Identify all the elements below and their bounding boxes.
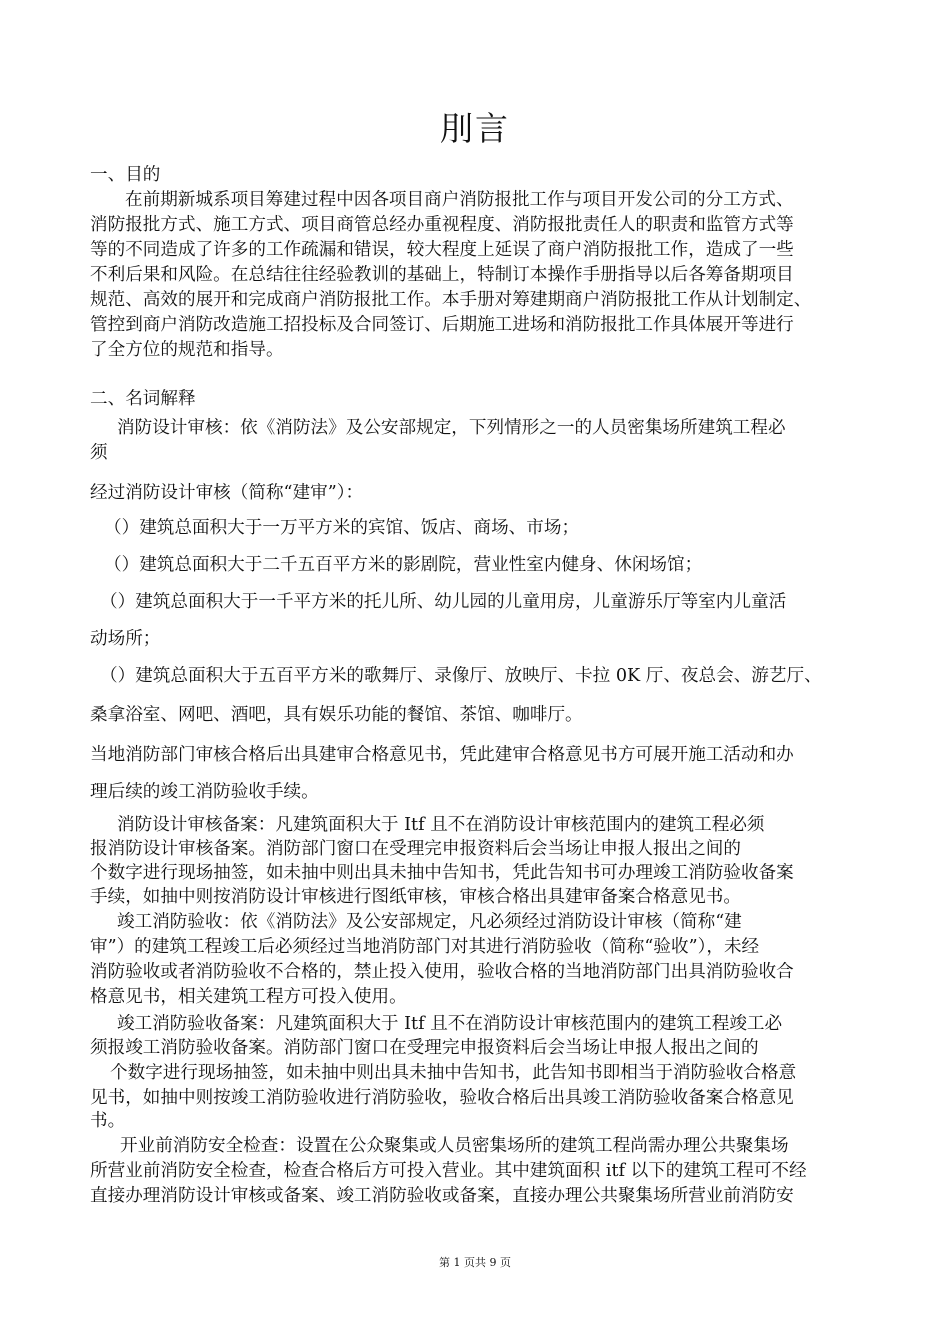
list-item: （）建筑总面积大于一千平方米的托儿所、幼儿园的儿童用房，儿童游乐厅等室内儿童活 [100, 592, 787, 612]
paragraph-line: 消防设计审核：依《消防法》及公安部规定，下列情形之一的人员密集场所建筑工程必 [117, 418, 786, 438]
paragraph-line: 须 [90, 443, 108, 463]
paragraph-line: 当地消防部门审核合格后出具建审合格意见书，凭此建审合格意见书方可展开施工活动和办 [90, 745, 794, 765]
paragraph-line: 报消防设计审核备案。消防部门窗口在受理完申报资料后会当场让申报人报出之间的 [90, 839, 741, 859]
paragraph-line: 所营业前消防安全检查，检查合格后方可投入营业。其中建筑面积 itf 以下的建筑工程可不经 [90, 1161, 807, 1181]
paragraph-line: 不利后果和风险。在总结往往经验教训的基础上，特制订本操作手册指导以后各筹备期项目 [90, 265, 794, 285]
paragraph-line: 个数字进行现场抽签，如未抽中则出具未抽中告知书，此告知书即相当于消防验收合格意 [110, 1063, 797, 1083]
paragraph-line: 在前期新城系项目筹建过程中因各项目商户消防报批工作与项目开发公司的分工方式、 [125, 190, 794, 210]
section-heading-terms: 二、名词解释 [90, 389, 196, 409]
paragraph-line: 管控到商户消防改造施工招投标及合同签订、后期施工进场和消防报批工作具体展开等进行 [90, 315, 794, 335]
paragraph-line: 书。 [90, 1111, 126, 1131]
paragraph-line: 消防验收或者消防验收不合格的，禁止投入使用，验收合格的当地消防部门出具消防验收合 [90, 962, 794, 982]
paragraph-line: 须报竣工消防验收备案。消防部门窗口在受理完申报资料后会当场让申报人报出之间的 [90, 1038, 759, 1058]
paragraph-line: 手续，如抽中则按消防设计审核进行图纸审核，审核合格出具建审备案合格意见书。 [90, 887, 741, 907]
list-item: （）建筑总面积大于五百平方米的歌舞厅、录像厅、放映厅、卡拉 0K 厅、夜总会、游艺厅、 [100, 666, 822, 686]
paragraph-line: 消防报批方式、施工方式、项目商管总经办重视程度、消防报批责任人的职责和监管方式等 [90, 215, 794, 235]
paragraph-line: 竣工消防验收备案：凡建筑面积大于 Itf 且不在消防设计审核范围内的建筑工程竣工必 [117, 1014, 783, 1034]
list-item: （）建筑总面积大于一万平方米的宾馆、饭店、商场、市场； [104, 518, 580, 538]
paragraph-line: 经过消防设计审核（简称“建审”）： [90, 483, 364, 503]
paragraph-line: 个数字进行现场抽签，如未抽中则出具未抽中告知书，凭此告知书可办理竣工消防验收备案 [90, 863, 794, 883]
paragraph-line: 格意见书，相关建筑工程方可投入使用。 [90, 987, 407, 1007]
paragraph-line: 规范、高效的展开和完成商户消防报批工作。本手册对筹建期商户消防报批工作从计划制定、 [90, 290, 812, 310]
paragraph-line: 了全方位的规范和指导。 [90, 340, 284, 360]
paragraph-line: 开业前消防安全检查：设置在公众聚集或人员密集场所的建筑工程尚需办理公共聚集场 [120, 1136, 789, 1156]
paragraph-line: 竣工消防验收：依《消防法》及公安部规定，凡必须经过消防设计审核（简称“建 [117, 912, 742, 932]
paragraph-line: 审”）的建筑工程竣工后必须经过当地消防部门对其进行消防验收（简称“验收”），未经 [90, 937, 760, 957]
paragraph-line: 动场所； [90, 629, 161, 649]
paragraph-line: 消防设计审核备案：凡建筑面积大于 Itf 且不在消防设计审核范围内的建筑工程必须 [117, 815, 765, 835]
page-footer: 第 1 页共 9 页 [439, 1256, 511, 1269]
list-item: （）建筑总面积大于二千五百平方米的影剧院，营业性室内健身、休闲场馆； [104, 555, 703, 575]
paragraph-line: 见书，如抽中则按竣工消防验收进行消防验收，验收合格后出具竣工消防验收备案合格意见 [90, 1088, 794, 1108]
paragraph-line: 直接办理消防设计审核或备案、竣工消防验收或备案，直接办理公共聚集场所营业前消防安 [90, 1186, 794, 1206]
paragraph-line: 理后续的竣工消防验收手续。 [90, 782, 319, 802]
paragraph-line: 等的不同造成了许多的工作疏漏和错误，较大程度上延误了商户消防报批工作，造成了一些 [90, 240, 794, 260]
page-title: 刖言 [440, 109, 510, 148]
paragraph-line: 桑拿浴室、网吧、酒吧，具有娱乐功能的餐馆、茶馆、咖啡厅。 [90, 705, 583, 725]
section-heading-purpose: 一、目的 [90, 165, 161, 185]
